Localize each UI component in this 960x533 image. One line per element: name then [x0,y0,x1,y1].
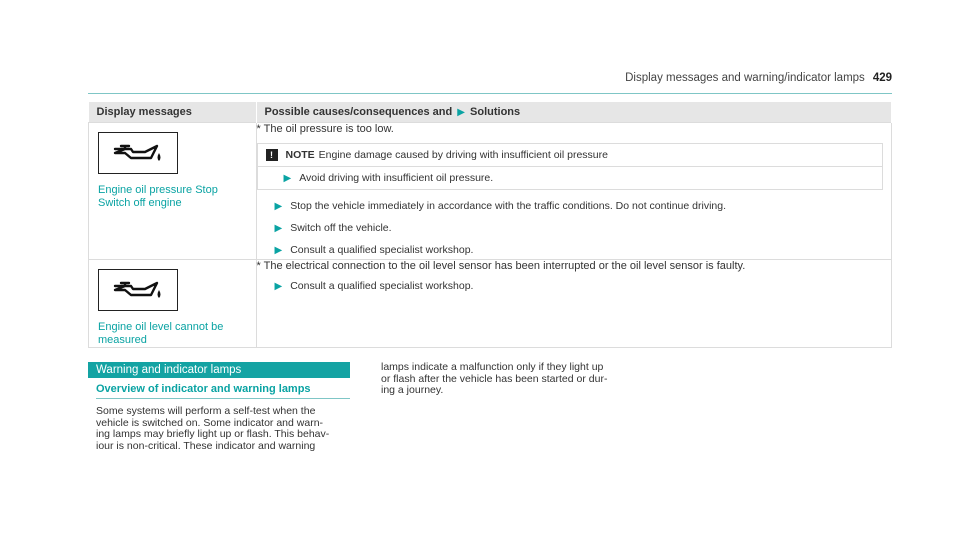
header-rule [88,93,892,94]
arrow-right-icon: ▶ [274,223,283,235]
step-text: Switch off the vehicle. [290,222,392,235]
body-paragraph-left [96,406,329,452]
solution-step [275,200,892,212]
paragraph-line: lamps indicate a malfunction only if they light up [381,361,604,373]
note-text: Engine damage caused by driving with insufficient oil pressure [318,149,608,161]
arrow-right-icon: ▶ [274,245,283,257]
page-header [625,72,892,84]
note-label: NOTE [285,149,315,161]
display-message-text [98,321,256,347]
note-step-text: Avoid driving with insufficient oil pressure. [299,172,494,185]
display-messages-table [88,102,892,348]
note-header [258,144,883,166]
arrow-right-icon: ▶ [274,201,283,213]
oil-level-icon [98,269,178,311]
display-message-text [98,184,256,210]
oil-pressure-icon [98,132,178,174]
table-row [89,123,892,260]
page-number: 429 [872,72,892,84]
note-box [257,143,884,190]
section-subtitle: Overview of indicator and warning lamps [96,383,350,399]
step-text: Consult a qualified specialist workshop. [290,244,474,257]
display-cell [89,260,257,348]
solution-step [275,244,892,256]
display-message-line: Switch off engine [98,197,182,209]
table-row [89,260,892,348]
section-title: Warning and indicator lamps [88,362,350,378]
step-text: Stop the vehicle immediately in accordance with the traffic conditions. Do not continue driving. [290,200,726,213]
paragraph-line: ing a journey. [381,384,444,396]
column-header-causes-text: Possible causes/consequences and [264,106,453,118]
arrow-right-icon: ▶ [274,281,283,292]
paragraph-line: ing lamps may briefly light up or flash. This behav- [96,428,330,440]
body-paragraph-right [381,362,607,397]
paragraph-line: Some systems will perform a self-test when the [96,405,316,417]
column-header-causes [256,102,892,123]
paragraph-line: or flash after the vehicle has been started or dur- [381,372,608,385]
step-text: Consult a qualified specialist workshop. [290,280,474,292]
column-header-solutions-text: Solutions [470,106,521,118]
solution-step [275,222,892,234]
cause-text: * The oil pressure is too low. [256,123,394,135]
display-message-line: measured [98,334,147,346]
display-message-line: Engine oil pressure Stop [98,184,218,196]
warning-exclamation-icon: ! [266,149,278,161]
note-step [258,166,883,189]
paragraph-line: vehicle is switched on. Some indicator and warn- [96,416,324,429]
arrow-right-icon: ▶ [457,107,465,118]
column-header-display: Display messages [89,102,257,123]
display-cell [89,123,257,260]
header-title: Display messages and warning/indicator lamps [625,72,865,84]
paragraph-line: iour is non-critical. These indicator and warning [96,439,316,452]
solution-cell [256,123,892,260]
display-message-line: Engine oil level cannot be [98,321,224,333]
arrow-right-icon: ▶ [283,173,292,185]
solution-step [275,280,892,292]
solution-cell [256,260,892,348]
cause-text: * The electrical connection to the oil level sensor has been interrupted or the oil level sensor is faulty. [256,260,746,272]
